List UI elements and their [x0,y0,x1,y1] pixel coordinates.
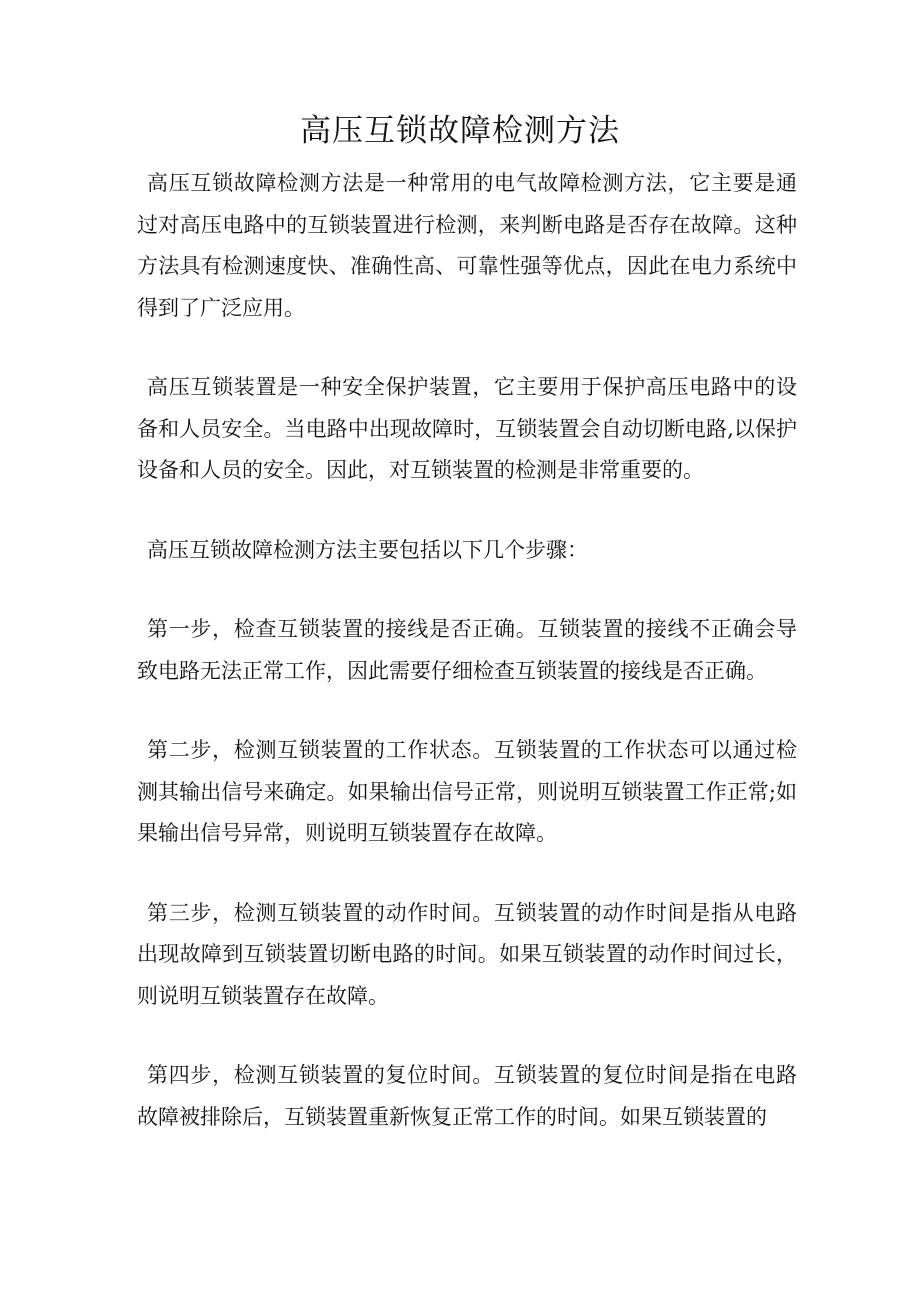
paragraph-step-3: 第三步，检测互锁装置的动作时间。互锁装置的动作时间是指从电路出现故障到互锁装置切断电路的时间。如果互锁装置的动作时间过长，则说明互锁装置存在故障。 [137,900,797,1008]
paragraph-device-description: 高压互锁装置是一种安全保护装置，它主要用于保护高压电路中的设备和人员安全。当电路中出现故障时，互锁装置会自动切断电路,以保护设备和人员的安全。因此，对互锁装置的检测是非常重要的。 [137,375,797,482]
paragraph-intro: 高压互锁故障检测方法是一种常用的电气故障检测方法，它主要是通过对高压电路中的互锁装置进行检测，来判断电路是否存在故障。这种方法具有检测速度快、准确性高、可靠性强等优点，因此在电力系统中得到了广泛应用。 [137,171,797,320]
document-body [137,163,797,1176]
paragraph-step-4: 第四步，检测互锁装置的复位时间。互锁装置的复位时间是指在电路故障被排除后，互锁装置重新恢复正常工作的时间。如果互锁装置的 [137,1063,797,1129]
document-title: 高压互锁故障检测方法 [300,113,620,149]
paragraph-step-2: 第二步，检测互锁装置的工作状态。互锁装置的工作状态可以通过检测其输出信号来确定。如果输出信号正常，则说明互锁装置工作正常;如果输出信号异常，则说明互锁装置存在故障。 [137,738,797,845]
paragraph-steps-intro: 高压互锁故障检测方法主要包括以下几个步骤： [147,537,588,562]
paragraph-step-1: 第一步，检查互锁装置的接线是否正确。互锁装置的接线不正确会导致电路无法正常工作，因此需要仔细检查互锁装置的接线是否正确。 [137,617,797,683]
